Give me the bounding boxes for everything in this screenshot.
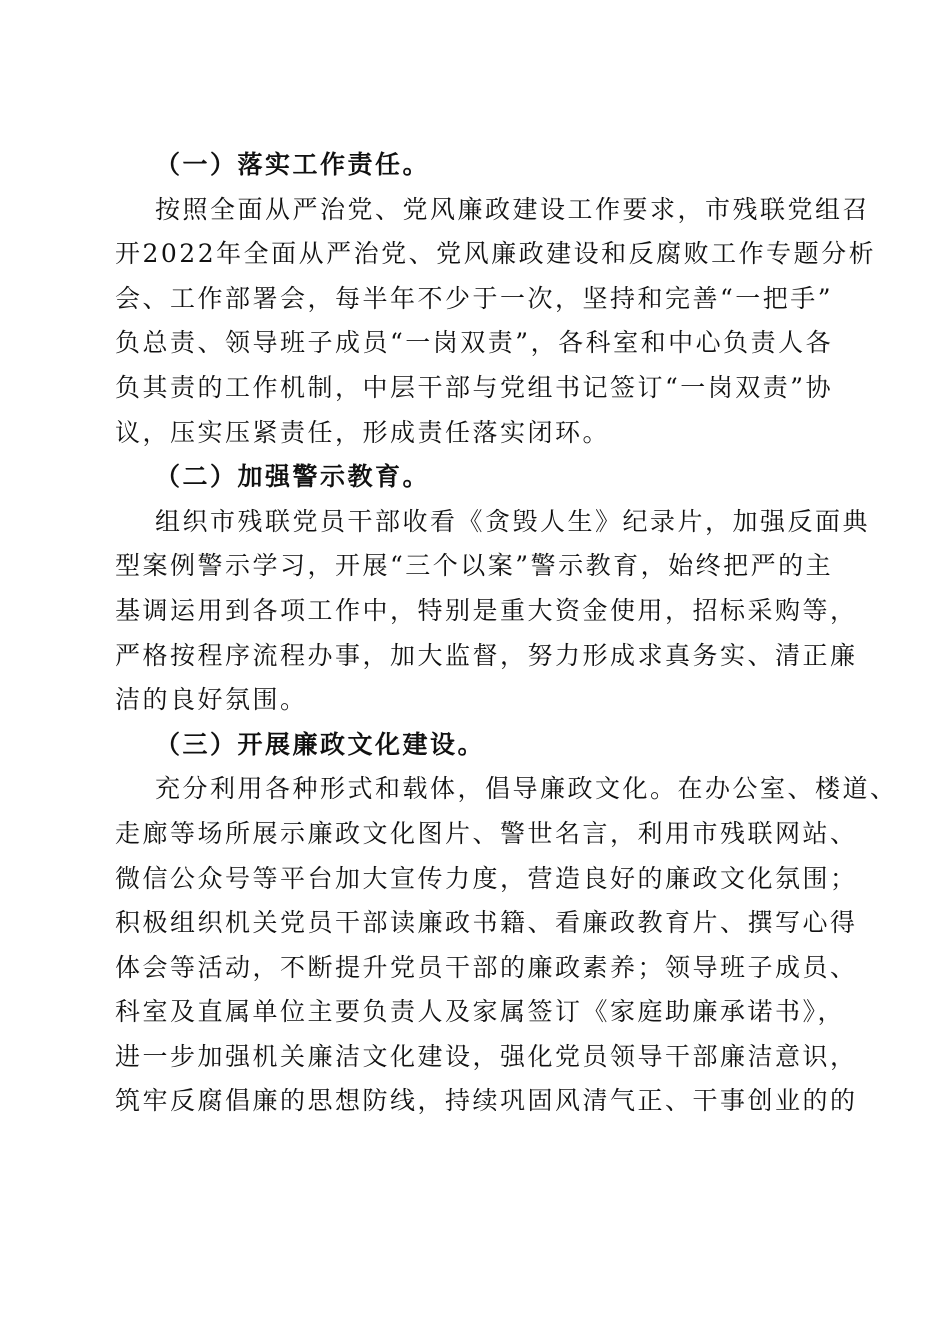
paragraph-line: 进一步加强机关廉洁文化建设，强化党员领导干部廉洁意识， xyxy=(115,1041,858,1071)
paragraph-line: 筑牢反腐倡廉的思想防线，持续巩固风清气正、干事创业的的 xyxy=(115,1086,858,1116)
paragraph-line: 基调运用到各项工作中，特别是重大资金使用，招标采购等， xyxy=(115,595,858,625)
paragraph-line: 走廊等场所展示廉政文化图片、警世名言，利用市残联网站、 xyxy=(115,818,858,848)
paragraph-line: 会、工作部署会，每半年不少于一次，坚持和完善“一把手” xyxy=(115,283,834,313)
paragraph-line: 负其责的工作机制，中层干部与党组书记签订“一岗双责”协 xyxy=(115,372,834,402)
paragraph-line: 体会等活动，不断提升党员干部的廉政素养；领导班子成员、 xyxy=(115,952,858,982)
document-body xyxy=(115,143,898,1124)
paragraph-line: 积极组织机关党员干部读廉政书籍、看廉政教育片、撰写心得 xyxy=(115,908,858,938)
paragraph-line: 科室及直属单位主要负责人及家属签订《家庭助廉承诺书》， xyxy=(115,997,846,1027)
paragraph-line: 严格按程序流程办事，加大监督，努力形成求真务实、清正廉 xyxy=(115,640,858,670)
section-heading-1: （一）落实工作责任。 xyxy=(155,150,431,179)
paragraph-line: 议，压实压紧责任，形成责任落实闭环。 xyxy=(115,417,611,447)
paragraph-line: 型案例警示学习，开展“三个以案”警示教育，始终把严的主 xyxy=(115,551,834,581)
paragraph-line: 开2022年全面从严治党、党风廉政建设和反腐败工作专题分析 xyxy=(115,239,877,269)
section-heading-3: （三）开展廉政文化建设。 xyxy=(155,729,486,759)
paragraph-line: 微信公众号等平台加大宣传力度，营造良好的廉政文化氛围； xyxy=(115,863,858,893)
paragraph-line: 负总责、领导班子成员“一岗双责”，各科室和中心负责人各 xyxy=(115,328,834,358)
paragraph-line: 组织市残联党员干部收看《贪毁人生》纪录片，加强反面典 xyxy=(155,506,871,536)
paragraph-line: 洁的良好氛围。 xyxy=(115,685,308,715)
paragraph-line: 按照全面从严治党、党风廉政建设工作要求，市残联党组召 xyxy=(155,194,871,224)
section-heading-2: （二）加强警示教育。 xyxy=(155,462,431,492)
paragraph-line: 充分利用各种形式和载体，倡导廉政文化。在办公室、楼道、 xyxy=(155,774,898,804)
